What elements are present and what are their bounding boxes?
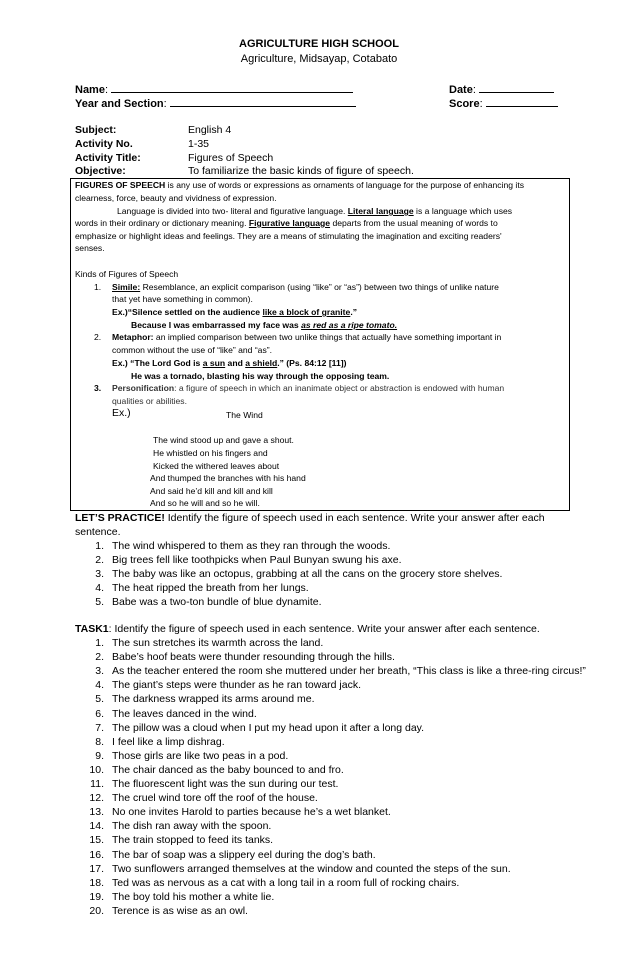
metaphor-number: 2. xyxy=(94,332,102,342)
metaphor-definition: Metaphor: an implied comparison between two unlike things that actually have something important in xyxy=(112,332,502,342)
practice-list-item xyxy=(0,540,638,554)
score-label: Score xyxy=(449,98,480,110)
activity-no-label: Activity No. xyxy=(75,138,133,150)
task1-list-item xyxy=(0,863,638,877)
poem-line: He whistled on his fingers and xyxy=(153,448,268,458)
simile-definition-cont: that yet have something in common). xyxy=(112,294,253,304)
date-label: Date xyxy=(449,84,473,96)
item-sentence: Two sunflowers arranged themselves at the window and counted the steps of the sun. xyxy=(112,862,511,875)
item-sentence: As the teacher entered the room she muttered under her breath, “This class is like a three-ring circus!” xyxy=(112,665,586,678)
item-number: 3. xyxy=(95,568,104,580)
metaphor-example-1: Ex.) “The Lord God is a sun and a shield.” (Ps. 84:12 [11]) xyxy=(112,358,347,368)
item-sentence: The giant’s steps were thunder as he ran toward jack. xyxy=(112,679,362,692)
simile-definition: Simile: Resemblance, an explicit comparison (using “like” or “as”) between two things of unlike nature xyxy=(112,282,499,292)
year-section-field[interactable]: Year and Section: xyxy=(75,96,356,110)
date-field[interactable]: Date: xyxy=(449,82,554,96)
language-line4: senses. xyxy=(75,243,105,253)
item-number: 14. xyxy=(89,820,104,833)
task1-list-item xyxy=(0,834,638,848)
item-number: 7. xyxy=(95,721,104,734)
subject-value: English 4 xyxy=(188,124,232,136)
personification-definition-cont: qualities or abilities. xyxy=(112,396,187,406)
item-number: 8. xyxy=(95,735,104,748)
item-sentence: The chair danced as the baby bounced to and fro. xyxy=(112,763,344,776)
item-number: 5. xyxy=(95,596,104,608)
language-line2: words in their ordinary or dictionary meaning. Figurative language departs from the usual meaning of words to xyxy=(75,218,498,228)
item-number: 12. xyxy=(89,792,104,805)
item-sentence: The leaves danced in the wind. xyxy=(112,707,257,720)
item-sentence: The bar of soap was a slippery eel during the dog’s bath. xyxy=(112,848,376,861)
simile-number: 1. xyxy=(94,282,102,292)
task1-list-item xyxy=(0,665,638,679)
name-field[interactable]: Name: xyxy=(75,82,353,96)
task1-list-item xyxy=(0,708,638,722)
language-line1: Language is divided into two- literal and figurative language. Literal language is a language which uses xyxy=(117,206,513,216)
kinds-heading: Kinds of Figures of Speech xyxy=(75,269,179,279)
name-label: Name xyxy=(75,84,105,96)
personification-example: Ex.) xyxy=(112,407,131,419)
item-sentence: The darkness wrapped its arms around me. xyxy=(112,693,315,706)
task1-list-item xyxy=(0,849,638,863)
metaphor-example-2: He was a tornado, blasting his way through the opposing team. xyxy=(131,371,390,381)
fos-definition-line2: clearness, force, beauty and vividness of expression. xyxy=(75,193,277,203)
task1-instructions: TASK1: Identify the figure of speech used in each sentence. Write your answer after each sentence. xyxy=(75,623,540,635)
item-sentence: No one invites Harold to parties because he’s a wet blanket. xyxy=(112,806,391,819)
activity-title-label: Activity Title: xyxy=(75,152,141,164)
activity-no-value: 1-35 xyxy=(188,138,210,150)
item-number: 9. xyxy=(95,749,104,762)
year-section-label: Year and Section xyxy=(75,98,164,110)
simile-example-1: Ex.)“Silence settled on the audience like a block of granite.” xyxy=(112,307,357,317)
task1-list-item xyxy=(0,778,638,792)
task1-list-item xyxy=(0,637,638,651)
task1-list-item xyxy=(0,764,638,778)
score-field[interactable]: Score: xyxy=(449,96,558,110)
item-number: 17. xyxy=(89,862,104,875)
date-line xyxy=(479,82,554,93)
task1-list-item xyxy=(0,877,638,891)
practice-list-item xyxy=(0,568,638,582)
poem-line: And said he’d kill and kill and kill xyxy=(150,486,273,496)
objective-value: To familiarize the basic kinds of figure of speech. xyxy=(188,165,414,177)
item-number: 6. xyxy=(95,707,104,720)
score-line xyxy=(486,96,558,107)
practice-instructions-cont: sentence. xyxy=(75,526,121,538)
task1-list-item xyxy=(0,736,638,750)
task1-list-item xyxy=(0,651,638,665)
item-number: 1. xyxy=(95,637,104,649)
item-sentence: Babe’s hoof beats were thunder resounding through the hills. xyxy=(112,651,395,664)
item-sentence: The cruel wind tore off the roof of the house. xyxy=(112,792,318,805)
simile-example-2: Because I was embarrassed my face was as red as a ripe tomato. xyxy=(131,320,398,330)
practice-list-item xyxy=(0,596,638,610)
task1-list-item xyxy=(0,693,638,707)
task1-list-item xyxy=(0,806,638,820)
subject-label: Subject: xyxy=(75,124,117,136)
item-number: 18. xyxy=(89,876,104,889)
practice-list-item xyxy=(0,582,638,596)
task1-list-item xyxy=(0,750,638,764)
item-number: 3. xyxy=(95,665,104,678)
item-number: 5. xyxy=(95,693,104,706)
task1-list-item xyxy=(0,891,638,905)
practice-instructions: LET’S PRACTICE! Identify the figure of speech used in each sentence. Write your answer after each xyxy=(75,512,545,524)
fos-definition-line1: FIGURES OF SPEECH is any use of words or expressions as ornaments of language for the purpose of enhancing its xyxy=(75,180,525,190)
task1-list-item xyxy=(0,792,638,806)
item-sentence: The fluorescent light was the sun during our test. xyxy=(112,778,339,790)
task1-list-item xyxy=(0,679,638,693)
personification-number: 3. xyxy=(94,383,102,393)
objective-label: Objective: xyxy=(75,165,126,177)
item-sentence: The baby was like an octopus, grabbing at all the cans on the grocery store shelves. xyxy=(112,568,503,580)
item-number: 19. xyxy=(89,890,104,903)
metaphor-definition-cont: common without the use of “like” and “as”. xyxy=(112,345,273,355)
task1-list-item xyxy=(0,722,638,736)
name-line xyxy=(111,82,353,93)
item-sentence: I feel like a limp dishrag. xyxy=(112,735,225,748)
school-address: Agriculture, Midsayap, Cotabato xyxy=(240,53,398,65)
poem-line: The wind stood up and gave a shout. xyxy=(153,435,294,445)
school-name: AGRICULTURE HIGH SCHOOL xyxy=(239,38,399,50)
item-number: 1. xyxy=(95,540,104,552)
poem-line: And thumped the branches with his hand xyxy=(150,473,306,483)
item-sentence: Babe was a two-ton bundle of blue dynamite. xyxy=(112,596,322,608)
item-sentence: The train stopped to feed its tanks. xyxy=(112,834,274,847)
item-number: 4. xyxy=(95,679,104,692)
item-number: 16. xyxy=(89,848,104,861)
year-section-line xyxy=(170,96,356,107)
item-number: 13. xyxy=(89,806,104,819)
task1-list-item xyxy=(0,820,638,834)
item-sentence: Ted was as nervous as a cat with a long tail in a room full of rocking chairs. xyxy=(112,876,460,889)
item-number: 20. xyxy=(89,904,104,917)
item-number: 4. xyxy=(95,582,104,594)
poem-title: The Wind xyxy=(226,410,263,420)
practice-list-item xyxy=(0,554,638,568)
item-sentence: The wind whispered to them as they ran through the woods. xyxy=(112,540,391,552)
item-number: 2. xyxy=(95,651,104,664)
item-sentence: The boy told his mother a white lie. xyxy=(112,890,275,903)
activity-title-value: Figures of Speech xyxy=(188,152,274,164)
task1-list-item xyxy=(0,905,638,919)
item-sentence: The sun stretches its warmth across the land. xyxy=(112,637,324,649)
item-sentence: The pillow was a cloud when I put my head upon it after a long day. xyxy=(112,721,425,734)
item-sentence: Terence is as wise as an owl. xyxy=(112,904,248,917)
item-number: 11. xyxy=(90,778,104,790)
item-sentence: Those girls are like two peas in a pod. xyxy=(112,749,289,762)
item-sentence: The dish ran away with the spoon. xyxy=(112,820,272,833)
personification-definition: Personification: a figure of speech in which an inanimate object or abstraction is endowed with human xyxy=(112,383,505,393)
item-sentence: Big trees fell like toothpicks when Paul Bunyan swung his axe. xyxy=(112,554,402,566)
poem-line: Kicked the withered leaves about xyxy=(153,461,280,471)
item-sentence: The heat ripped the breath from her lungs. xyxy=(112,582,309,594)
item-number: 15. xyxy=(89,834,104,847)
language-line3: emphasize or highlight ideas and feelings. They are a means of stimulating the imagination and exciting readers' xyxy=(75,231,502,241)
poem-line: And so he will and so he will. xyxy=(150,498,260,508)
item-number: 10. xyxy=(89,763,104,776)
item-number: 2. xyxy=(95,554,104,566)
